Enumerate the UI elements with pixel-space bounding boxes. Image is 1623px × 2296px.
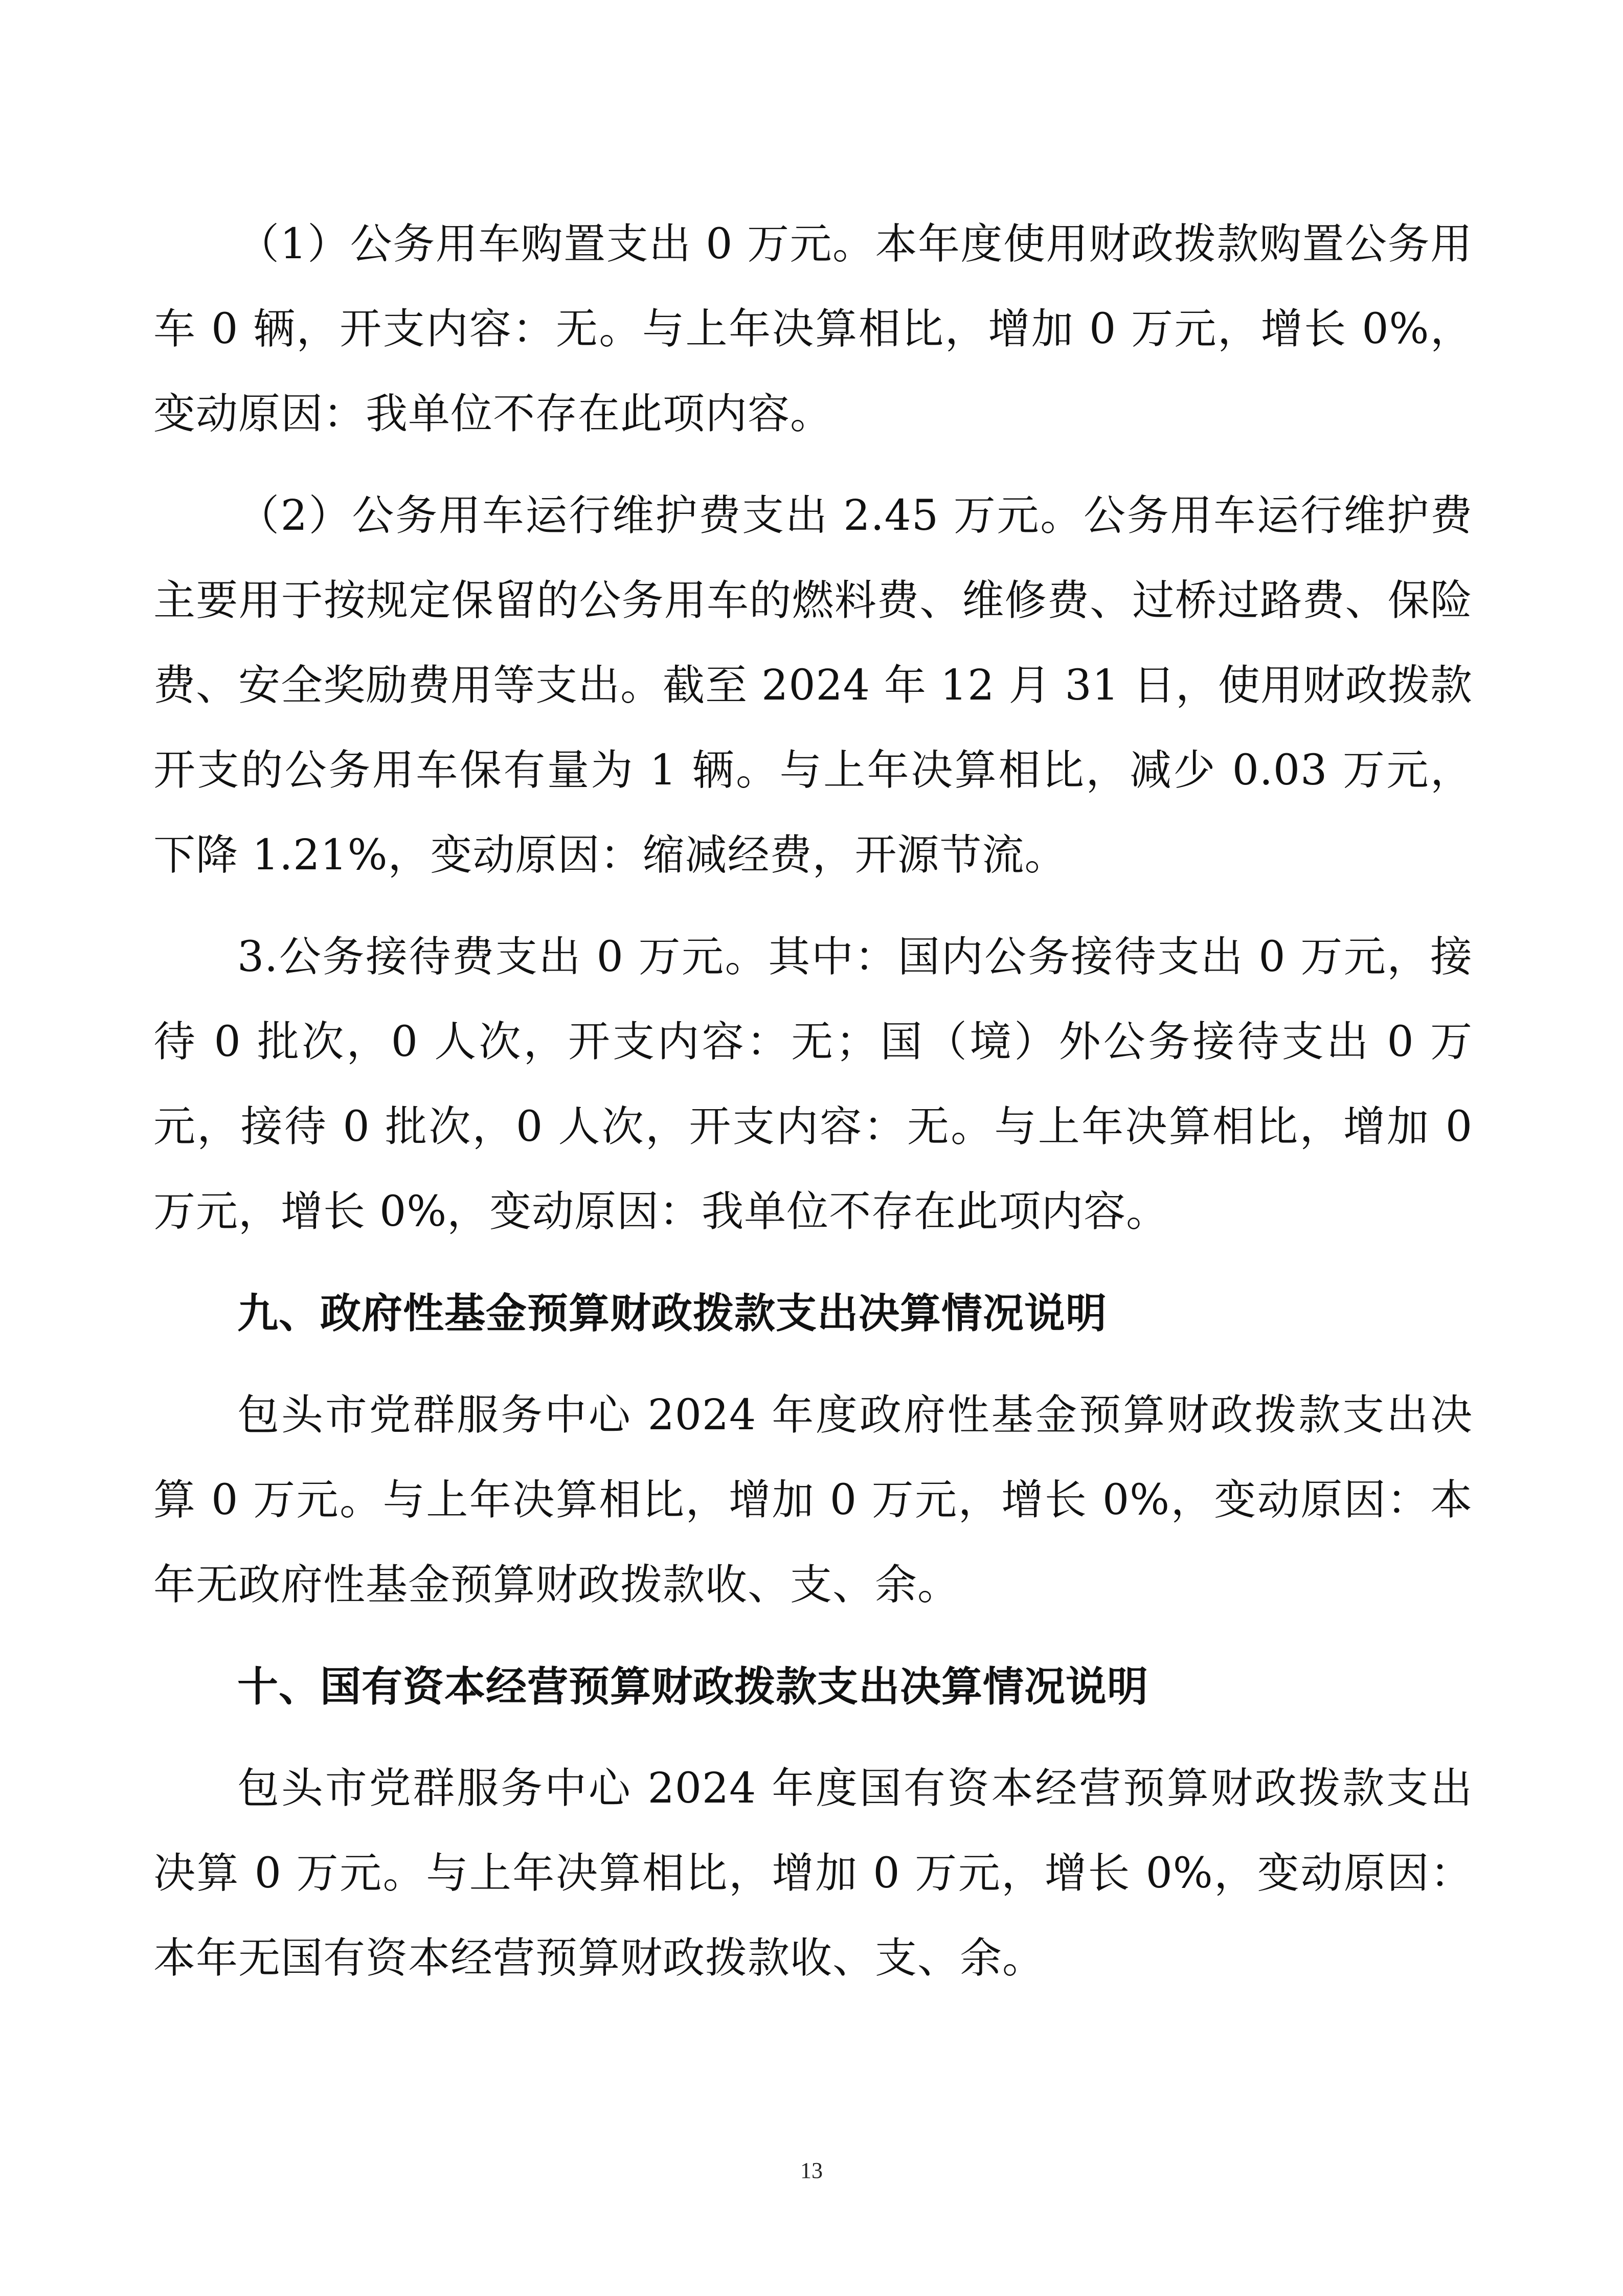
paragraph-vehicle-purchase: （1）公务用车购置支出 0 万元。本年度使用财政拨款购置公务用车 0 辆，开支内容：无。与上年决算相比，增加 0 万元，增长 0%，变动原因：我单位不存在此项内容。 xyxy=(153,220,1473,438)
page-body xyxy=(153,202,1473,2018)
page-number: 13 xyxy=(800,2158,823,2183)
paragraph-government-fund: 包头市党群服务中心 2024 年度政府性基金预算财政拨款支出决算 0 万元。与上年决算相比，增加 0 万元，增长 0%，变动原因：本年无政府性基金预算财政拨款收、支、余。 xyxy=(153,1391,1473,1609)
paragraph-state-capital: 包头市党群服务中心 2024 年度国有资本经营预算财政拨款支出决算 0 万元。与上年决算相比，增加 0 万元，增长 0%，变动原因：本年无国有资本经营预算财政拨款收、支、余。 xyxy=(153,1764,1473,1983)
paragraph-vehicle-maintenance: （2）公务用车运行维护费支出 2.45 万元。公务用车运行维护费主要用于按规定保留的公务用车的燃料费、维修费、过桥过路费、保险费、安全奖励费用等支出。截至 2024 年 12 月 31 日，使用财政拨款开支的公务用车保有量为 1 辆。与上年决算相比，减少 0.03 万元，下降 1.21%，变动原因：缩减经费，开源节流。 xyxy=(153,491,1473,880)
paragraph-reception-expense: 3.公务接待费支出 0 万元。其中：国内公务接待支出 0 万元，接待 0 批次，0 人次，开支内容：无；国（境）外公务接待支出 0 万元，接待 0 批次，0 人次，开支内容：无。与上年决算相比，增加 0 万元，增长 0%，变动原因：我单位不存在此项内容。 xyxy=(153,933,1473,1236)
section-heading-10: 十、国有资本经营预算财政拨款支出决算情况说明 xyxy=(237,1663,1148,1710)
section-heading-9: 九、政府性基金预算财政拨款支出决算情况说明 xyxy=(237,1290,1107,1337)
